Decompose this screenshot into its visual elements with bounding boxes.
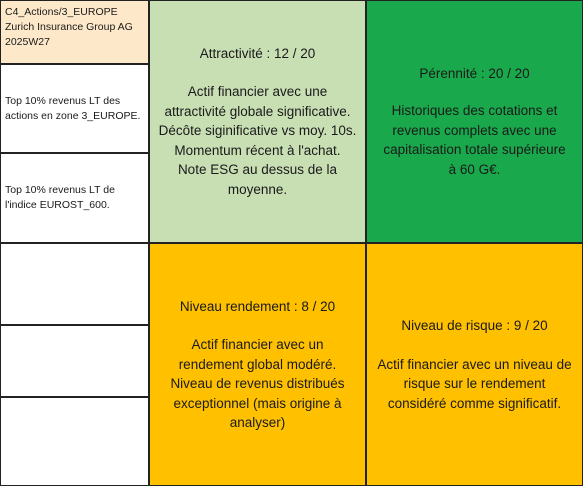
description-line: Actif financier avec un (191, 337, 324, 352)
description-line: Momentum récent à l'achat. (174, 142, 341, 158)
perennite-title: Pérennité : 20 / 20 (419, 65, 530, 81)
description-line: attractivité globale significative. (164, 103, 351, 119)
attractivite-description (151, 82, 365, 199)
security-header-cell (0, 0, 149, 64)
attractivite-title: Attractivité : 12 / 20 (199, 45, 316, 61)
description-line: Historiques des cotations et (391, 103, 558, 119)
description-line: capitalisation totale supérieure (383, 142, 566, 158)
description-line: Note ESG au dessus de la (177, 162, 338, 178)
top10-zone-cell (0, 64, 149, 153)
perennite-tile (366, 0, 583, 243)
description-line: analyser) (229, 415, 286, 430)
rendement-tile (149, 243, 366, 486)
header-category: C4_Actions/3_EUROPE (5, 6, 118, 18)
description-line: risque sur le rendement (403, 376, 546, 391)
rendement-description (164, 335, 350, 433)
risque-tile (366, 243, 583, 486)
description-line: Niveau de revenus distribués (170, 376, 345, 391)
description-line: Actif financier avec un niveau de (377, 356, 572, 372)
rendement-title: Niveau rendement : 8 / 20 (179, 298, 336, 314)
top10-zone-text: Top 10% revenus LT des actions en zone 3_EUROPE. (5, 94, 141, 122)
top10-index-text: Top 10% revenus LT de l'indice EUROST_600. (5, 184, 115, 211)
description-line: revenus complets avec une (392, 122, 557, 138)
description-line: rendement global modéré. (178, 356, 337, 372)
description-line: moyenne. (227, 181, 288, 197)
attractivite-tile (149, 0, 366, 243)
risque-description (371, 355, 577, 414)
empty-cell (0, 325, 149, 397)
description-line: exceptionnel (mais origine à (173, 395, 342, 411)
header-week: 2025W27 (5, 36, 50, 48)
risque-title: Niveau de risque : 9 / 20 (401, 318, 548, 333)
description-line: Actif financier avec une (187, 84, 328, 100)
empty-cell (0, 243, 149, 325)
header-company: Zurich Insurance Group AG (5, 21, 133, 33)
top10-index-cell (0, 153, 149, 243)
description-line: Décôte siginificative vs moy. 10s. (158, 123, 357, 139)
description-line: à 60 G€. (448, 161, 501, 177)
description-line: considéré comme significatif. (387, 395, 562, 411)
empty-cell (0, 397, 149, 486)
perennite-description (375, 101, 573, 179)
